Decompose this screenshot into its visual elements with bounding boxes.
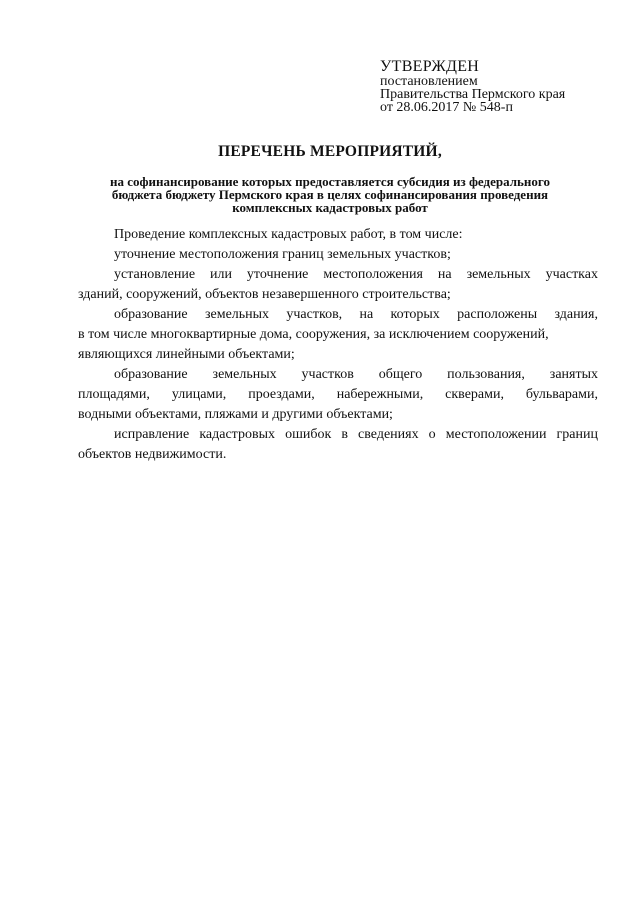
item-5-line-2: объектов недвижимости. <box>78 447 227 462</box>
item-5-line-1: исправление кадастровых ошибок в сведениях о местоположении границ <box>114 427 598 442</box>
paragraph-item-1 <box>78 245 598 265</box>
paragraph-item-5 <box>78 425 598 465</box>
document-title: ПЕРЕЧЕНЬ МЕРОПРИЯТИЙ, <box>218 143 442 160</box>
item-4-line-2: площадями, улицами, проездами, набережными, скверами, бульварами, <box>78 387 598 402</box>
document-subtitle-line-2: бюджета бюджету Пермского края в целях софинансирования проведения <box>111 187 549 202</box>
item-2-line-2: зданий, сооружений, объектов незавершенного строительства; <box>78 287 451 302</box>
approval-line-date-number: от 28.06.2017 № 548-п <box>380 100 513 115</box>
item-3-line-3: являющихся линейными объектами; <box>78 347 295 362</box>
approval-line-government: Правительства Пермского края <box>380 87 566 102</box>
paragraph-intro <box>78 225 598 245</box>
item-1-text: уточнение местоположения границ земельных участков; <box>114 247 451 262</box>
item-4-line-3: водными объектами, пляжами и другими объектами; <box>78 407 393 422</box>
item-4-line-1: образование земельных участков общего пользования, занятых <box>114 367 598 382</box>
approval-line-resolution: постановлением <box>380 74 478 89</box>
paragraph-item-2 <box>78 265 598 305</box>
item-3-line-1: образование земельных участков, на которых расположены здания, <box>114 307 598 322</box>
document-subtitle-line-1: на софинансирование которых предоставляется субсидия из федерального <box>110 174 550 189</box>
paragraph-item-4 <box>78 365 598 425</box>
intro-text: Проведение комплексных кадастровых работ, в том числе: <box>114 227 463 242</box>
approved-heading: УТВЕРЖДЕН <box>380 58 480 75</box>
document-subtitle-line-3: комплексных кадастровых работ <box>232 200 428 215</box>
item-3-line-2: в том числе многоквартирные дома, сооружения, за исключением сооружений, <box>78 327 549 342</box>
paragraph-item-3 <box>78 305 598 365</box>
approval-stamp <box>380 58 620 114</box>
item-2-line-1: установление или уточнение местоположения на земельных участках <box>114 267 598 282</box>
document-title-block <box>60 143 600 214</box>
document-body <box>78 225 598 465</box>
